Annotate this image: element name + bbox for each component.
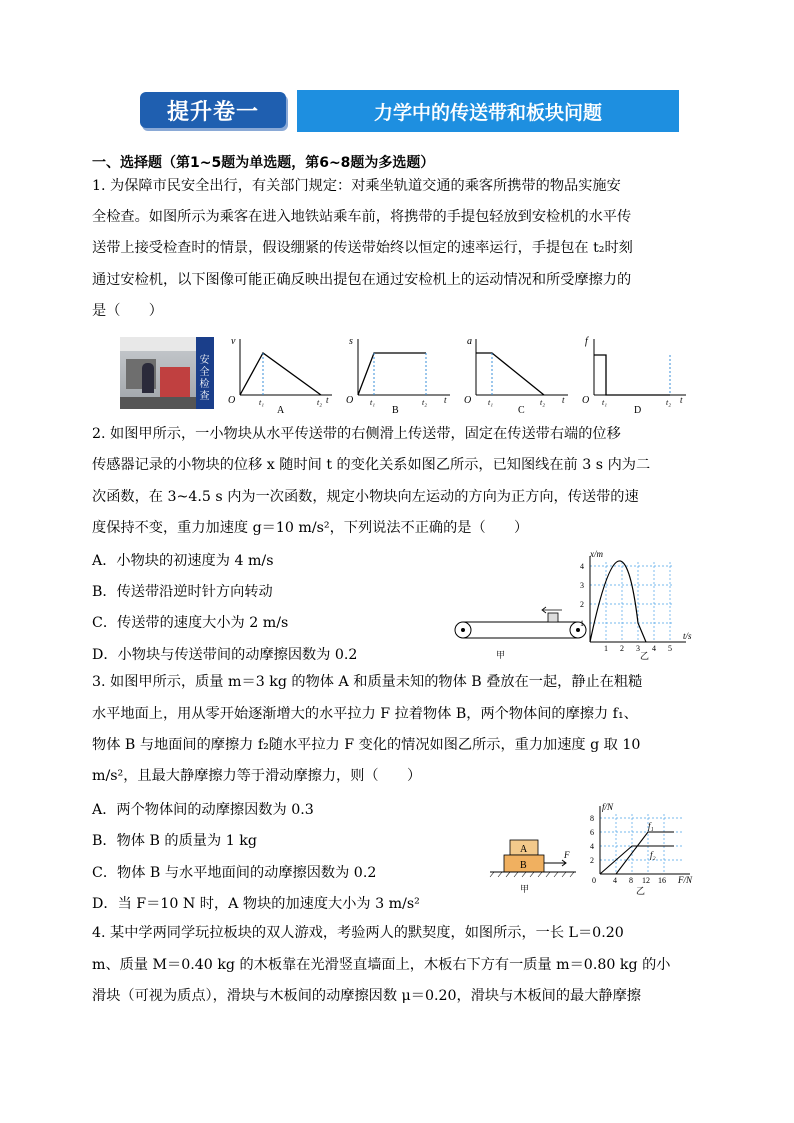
graph-d-axis: f — [585, 336, 588, 347]
q3-ytick: 6 — [590, 828, 594, 837]
safety-sign: 安全检查 — [199, 355, 210, 402]
q3-block-a: A — [520, 844, 528, 855]
q2-ytick: 3 — [580, 581, 584, 590]
q1-graphs — [226, 335, 696, 417]
q3-fF-graph — [584, 802, 700, 898]
page-title: 力学中的传送带和板块问题 — [297, 90, 679, 132]
graph-d-origin: O — [582, 395, 590, 406]
q2-xt-graph — [574, 550, 704, 660]
q2-fig-left-label: 甲 — [496, 650, 506, 660]
q3-ytick: 8 — [590, 814, 594, 823]
graph-c-label: C — [518, 405, 525, 416]
q3-ytick: 2 — [590, 856, 594, 865]
graph-c-axis: a — [467, 336, 472, 347]
graph-d-t1: t₁ — [602, 398, 608, 407]
q2-ylabel: x/m — [590, 550, 603, 559]
q2-xlabel: t/s — [683, 631, 692, 641]
q1-line: 通过安检机，以下图像可能正确反映出提包在通过安检机上的运动情况和所受摩擦力的 — [92, 272, 632, 288]
q3-xtick: 16 — [658, 876, 666, 885]
q2-xtick: 3 — [636, 644, 640, 653]
q3-option-d: D．当 F＝10 N 时，A 物块的加速度大小为 3 m/s² — [92, 896, 420, 912]
graph-a — [228, 336, 332, 416]
graph-b-t1: t₁ — [370, 398, 376, 407]
q3-line: 物体 B 与地面间的摩擦力 f₂随水平拉力 F 变化的情况如图乙所示，重力加速度 g 取 10 — [92, 737, 641, 753]
q1-line: 是（ ） — [92, 303, 163, 319]
q3-line: 3. 如图甲所示，质量 m＝3 kg 的物体 A 和质量未知的物体 B 叠放在一起，静止在粗糙 — [92, 674, 643, 690]
q2-line: 次函数，在 3~4.5 s 内为一次函数，规定小物块向左运动的方向为正方向，传送带的速 — [92, 489, 639, 505]
q2-line: 2. 如图甲所示，一小物块从水平传送带的右侧滑上传送带，固定在传送带右端的位移 — [92, 426, 621, 442]
q4-line: 4. 某中学两同学玩拉板块的双人游戏，考验两人的默契度，如图所示，一长 L＝0.20 — [92, 925, 624, 941]
graph-b-origin: O — [346, 395, 354, 406]
q1-line: 送带上接受检查时的情景，假设绷紧的传送带始终以恒定的速率运行，手提包在 t₂时刻 — [92, 240, 633, 256]
graph-a-origin: O — [228, 395, 236, 406]
section-title: 一、选择题（第1~5题为单选题，第6~8题为多选题） — [92, 155, 435, 171]
q3-line: m/s²，且最大静摩擦力等于滑动摩擦力，则（ ） — [92, 768, 422, 784]
graph-d-t: t — [680, 395, 683, 405]
q2-xtick: 5 — [668, 644, 672, 653]
graph-b-t2: t₂ — [422, 398, 428, 407]
q2-line: 度保持不变，重力加速度 g＝10 m/s²，下列说法不正确的是（ ） — [92, 520, 529, 536]
q2-line: 传感器记录的小物块的位移 x 随时间 t 的变化关系如图乙所示，已知图线在前 3 s 内为二 — [92, 457, 651, 473]
q1-line: 1. 为保障市民安全出行，有关部门规定：对乘坐轨道交通的乘客所携带的物品实施安 — [92, 178, 621, 194]
q3-blocks-figure — [486, 832, 582, 898]
q3-xtick: 8 — [629, 876, 633, 885]
graph-d — [582, 336, 686, 416]
q2-xtick: 2 — [620, 644, 624, 653]
graph-c — [464, 336, 568, 416]
q2-option-d: D．小物块与传送带间的动摩擦因数为 0.2 — [92, 647, 358, 663]
q2-option-b: B．传送带沿逆时针方向转动 — [92, 584, 273, 600]
q4-line: 滑块（可视为质点），滑块与木板间的动摩擦因数 μ＝0.20，滑块与木板间的最大静摩擦 — [92, 988, 641, 1004]
q2-xtick: 1 — [604, 644, 608, 653]
q2-xtick: 4 — [652, 644, 656, 653]
graph-a-label: A — [277, 405, 285, 416]
graph-a-t: t — [326, 395, 329, 405]
q3-f1-label: f₁ — [648, 821, 654, 831]
graph-d-label: D — [634, 405, 642, 416]
q3-option-b: B．物体 B 的质量为 1 kg — [92, 833, 257, 849]
q3-xtick: 4 — [613, 876, 617, 885]
q3-ylabel: f/N — [602, 802, 614, 812]
graph-b-t: t — [444, 395, 447, 405]
banner-tag: 提升卷一 — [140, 92, 286, 128]
graph-a-t2: t₂ — [317, 398, 323, 407]
q3-f2-label: f₂ — [650, 850, 656, 860]
graph-c-t2: t₂ — [540, 398, 546, 407]
q3-option-a: A．两个物体间的动摩擦因数为 0.3 — [92, 802, 314, 818]
graph-b — [346, 336, 450, 416]
q2-conveyor-figure — [450, 606, 590, 662]
q3-origin: 0 — [592, 876, 596, 885]
q2-ytick: 1 — [580, 619, 584, 628]
graph-b-axis: s — [349, 336, 353, 347]
security-check-photo — [120, 337, 214, 409]
graph-a-t1: t₁ — [259, 398, 265, 407]
q4-line: m、质量 M＝0.40 kg 的木板靠在光滑竖直墙面上，木板右下方有一质量 m＝0.80 kg 的小 — [92, 957, 671, 973]
q1-line: 全检查。如图所示为乘客在进入地铁站乘车前，将携带的手提包轻放到安检机的水平传 — [92, 209, 632, 225]
q3-line: 水平地面上，用从零开始逐渐增大的水平拉力 F 拉着物体 B，两个物体间的摩擦力 f₁、 — [92, 706, 638, 722]
q2-option-c: C．传送带的速度大小为 2 m/s — [92, 615, 289, 631]
graph-c-origin: O — [464, 395, 472, 406]
graph-a-axis: v — [231, 336, 236, 347]
q3-force: F — [564, 850, 570, 860]
graph-d-t2: t₂ — [666, 398, 672, 407]
graph-b-label: B — [392, 405, 399, 416]
q2-option-a: A．小物块的初速度为 4 m/s — [92, 553, 274, 569]
q3-fig-left-label: 甲 — [520, 884, 530, 894]
q3-block-b: B — [520, 860, 527, 871]
q3-xlabel: F/N — [678, 875, 693, 885]
q2-fig-right-label: 乙 — [640, 651, 650, 660]
q3-fig-right-label: 乙 — [636, 886, 646, 896]
graph-c-t: t — [562, 395, 565, 405]
q3-ytick: 4 — [590, 842, 594, 851]
q3-xtick: 12 — [642, 876, 650, 885]
graph-c-t1: t₁ — [488, 398, 494, 407]
q2-ytick: 4 — [580, 562, 584, 571]
q2-ytick: 2 — [580, 600, 584, 609]
q3-option-c: C．物体 B 与水平地面间的动摩擦因数为 0.2 — [92, 865, 377, 881]
